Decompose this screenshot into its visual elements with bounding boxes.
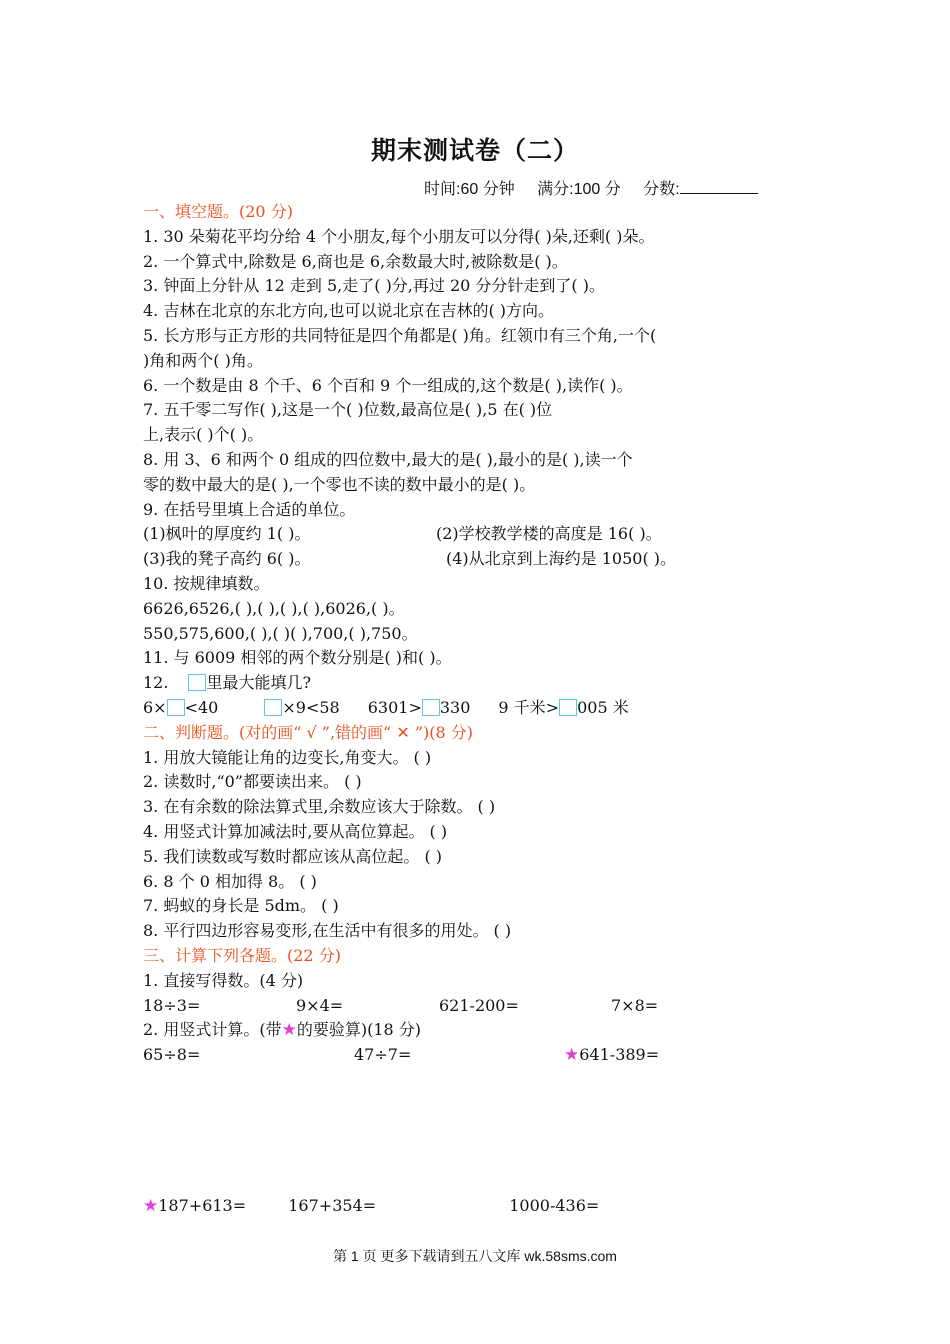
exam-content [143,200,833,1068]
star-icon: ★ [564,1045,580,1066]
fill-question-7-line-2: 上,表示( )个( )。 [143,425,264,445]
q12-item-d-left: 9 千米> [498,697,560,717]
calc-part-1-title: 1. 直接写得数。(4 分) [143,970,304,990]
pattern-row-1: 6626,6526,( ),( ),( ),( ),6026,( )。 [143,598,405,618]
question-12-text: 里最大能填几? [206,673,312,693]
star-icon: ★ [281,1020,297,1041]
q12-item-c-right: 330 [439,697,471,717]
q12-item-a-left: 6× [143,697,167,717]
answer-box-icon [188,674,206,691]
vertical-calc-5: 167+354= [288,1196,377,1215]
section-calc-heading: 三、计算下列各题。(22 分) [143,945,341,965]
calc-part-2-title-a: 2. 用竖式计算。(带 [143,1020,282,1040]
judge-question-8: 8. 平行四边形容易变形,在生活中有很多的用处。 ( ) [143,921,512,941]
calc-item-3: 621-200= [439,995,519,1015]
unit-item-3: (3)我的凳子高约 6( )。 [143,549,311,569]
fill-question-10: 10. 按规律填数。 [143,573,270,593]
fill-question-2: 2. 一个算式中,除数是 6,商也是 6,余数最大时,被除数是( )。 [143,251,568,271]
fill-question-12 [143,671,833,696]
vertical-calc-2: 47÷7= [354,1045,412,1065]
vertical-calc-3: 641-389= [579,1045,660,1065]
unit-item-2: (2)学校教学楼的高度是 16( )。 [436,524,662,544]
time-label: 时间:60 分钟 [424,181,515,198]
fill-question-1: 1. 30 朵菊花平均分给 4 个小朋友,每个小朋友可以分得( )朵,还剩( )朵。 [143,226,655,246]
judge-question-6: 6. 8 个 0 相加得 8。 ( ) [143,871,317,891]
fill-question-9: 9. 在括号里填上合适的单位。 [143,499,356,519]
fill-question-6: 6. 一个数是由 8 个千、6 个百和 9 个一组成的,这个数是( ),读作( )。 [143,375,633,395]
page-title: 期末测试卷（二） [370,136,579,165]
calc-part-2-title-b: 的要验算)(18 分) [296,1020,422,1040]
calc-item-2: 9×4= [296,995,344,1015]
fill-question-4: 4. 吉林在北京的东北方向,也可以说北京在吉林的( )方向。 [143,301,555,321]
vertical-calc-4: 187+613= [158,1196,247,1215]
calc-part-2-title [143,1018,833,1043]
fill-question-9-row-2 [143,547,833,572]
answer-box-d[interactable] [559,699,577,716]
score-label: 分数: [643,181,680,198]
judge-question-5: 5. 我们读数或写数时都应该从高位起。 ( ) [143,846,443,866]
star-icon: ★ [143,1196,159,1216]
unit-item-1: (1)枫叶的厚度约 1( )。 [143,524,311,544]
question-12-number: 12. [143,673,169,693]
judge-question-4: 4. 用竖式计算加减法时,要从高位算起。 ( ) [143,821,448,841]
calc-item-4: 7×8= [611,995,659,1015]
q12-item-c-left: 6301> [367,697,422,717]
page-footer: 第 1 页 更多下载请到五八文库 wk.58sms.com [333,1248,617,1264]
calc-item-1: 18÷3= [143,995,201,1015]
answer-box-b[interactable] [264,699,282,716]
answer-box-c[interactable] [422,699,440,716]
judge-question-1: 1. 用放大镜能让角的边变长,角变大。 ( ) [143,747,432,767]
fill-question-3: 3. 钟面上分针从 12 走到 5,走了( )分,再过 20 分分针走到了( )。 [143,276,605,296]
calc-part-2-row-1 [143,1043,833,1068]
answer-box-a[interactable] [167,699,185,716]
fill-question-8-line-2: 零的数中最大的是( ),一个零也不读的数中最小的是( )。 [143,474,536,494]
calc-part-2-row-2 [143,1196,599,1216]
section-fill-heading: 一、填空题。(20 分) [143,202,293,221]
unit-item-4: (4)从北京到上海约是 1050( )。 [446,549,677,569]
fill-question-12-items [143,696,833,721]
full-score-label: 满分:100 分 [537,181,621,198]
vertical-calc-6: 1000-436= [509,1196,600,1215]
section-judge-heading: 二、判断题。(对的画“ √ ”,错的画“ ✕ ”)(8 分) [143,722,473,742]
q12-item-b: ×9<58 [282,697,340,717]
q12-item-d-right: 005 米 [577,697,629,717]
fill-question-5-line-1: 5. 长方形与正方形的共同特征是四个角都是( )角。红领巾有三个角,一个( [143,325,657,345]
judge-question-7: 7. 蚂蚁的身长是 5dm。 ( ) [143,896,339,916]
fill-question-9-row-1 [143,522,833,547]
judge-question-3: 3. 在有余数的除法算式里,余数应该大于除数。 ( ) [143,797,496,817]
pattern-row-2: 550,575,600,( ),( )( ),700,( ),750。 [143,623,418,643]
fill-question-7-line-1: 7. 五千零二写作( ),这是一个( )位数,最高位是( ),5 在( )位 [143,400,553,420]
q12-item-a-right: <40 [184,697,219,717]
score-blank[interactable] [680,179,758,194]
calc-part-1-row [143,994,833,1019]
exam-meta [424,176,776,199]
fill-question-11: 11. 与 6009 相邻的两个数分别是( )和( )。 [143,648,452,668]
fill-question-5-line-2: )角和两个( )角。 [143,350,263,370]
fill-question-8-line-1: 8. 用 3、6 和两个 0 组成的四位数中,最大的是( ),最小的是( ),读一个 [143,449,633,469]
vertical-calc-1: 65÷8= [143,1045,201,1065]
judge-question-2: 2. 读数时,“0”都要读出来。 ( ) [143,772,362,792]
